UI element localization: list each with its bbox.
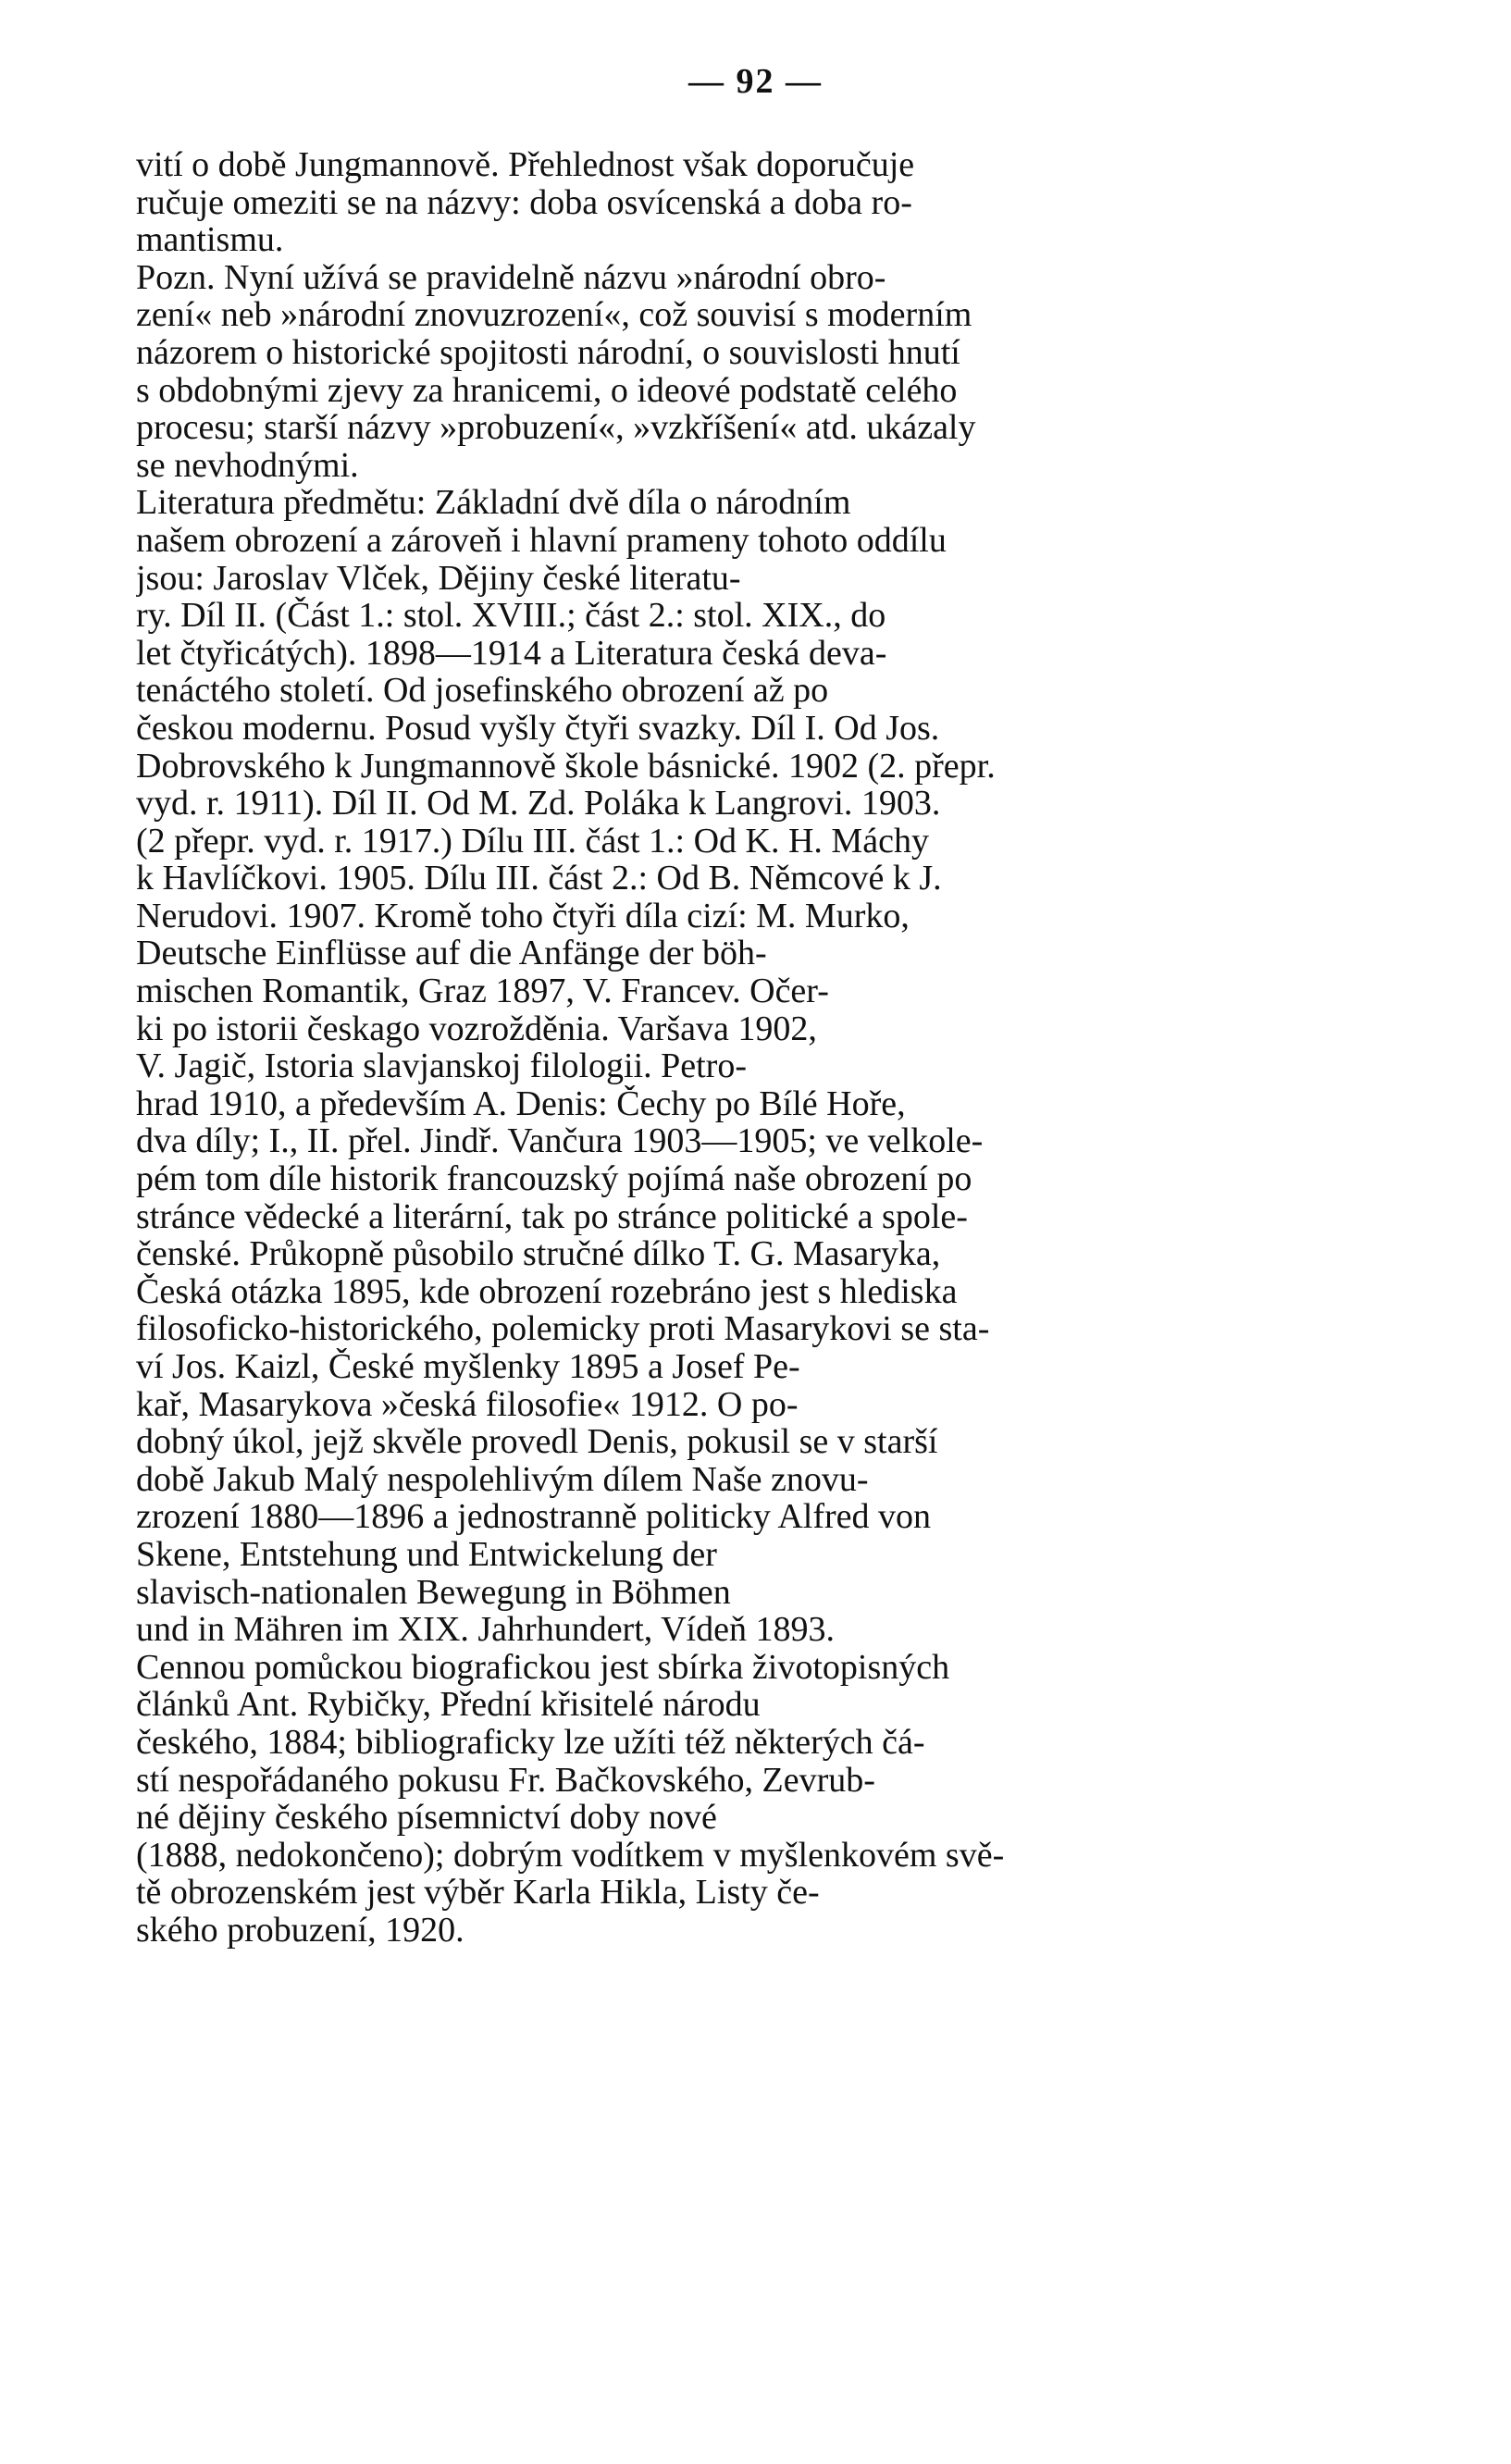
text-line: našem obrození a zároveň i hlavní prameny tohoto oddílu <box>136 521 947 560</box>
text-line: tě obrozenském jest výběr Karla Hikla, Listy če- <box>136 1874 820 1912</box>
text-line: k Havlíčkovi. 1905. Dílu III. část 2.: Od B. Němcové k J. <box>136 860 942 898</box>
text-line: článků Ant. Rybičky, Přední křisitelé národu <box>136 1686 761 1724</box>
text-line: und in Mähren im XIX. Jahrhundert, Vídeň 1893. <box>136 1611 835 1649</box>
text-line: stí nespořádaného pokusu Fr. Bačkovského, Zevrub- <box>136 1761 875 1800</box>
text-line: (1888, nedokončeno); dobrým vodítkem v myšlenkovém svě- <box>136 1836 1005 1875</box>
text-line: né dějiny českého písemnictví doby nové <box>136 1799 717 1837</box>
text-line: vyd. r. 1911). Díl II. Od M. Zd. Poláka k Langrovi. 1903. <box>136 785 941 823</box>
text-line: mantismu. <box>136 221 284 259</box>
text-line: (2 přepr. vyd. r. 1917.) Dílu III. část 1.: Od K. H. Máchy <box>136 822 929 861</box>
text-line: ského probuzení, 1920. <box>136 1911 464 1950</box>
text-line: ví Jos. Kaizl, České myšlenky 1895 a Josef Pe- <box>136 1348 800 1386</box>
text-line: Deutsche Einflüsse auf die Anfänge der böh- <box>136 935 767 973</box>
text-line: českého, 1884; bibliograficky lze užíti též některých čá- <box>136 1723 925 1762</box>
body-text <box>136 146 1376 1950</box>
text-line: filosoficko-historického, polemicky proti Masarykovi se sta- <box>136 1310 990 1348</box>
text-line: ki po istorii českago vozrožděnia. Varšava 1902, <box>136 1009 817 1048</box>
text-line: čenské. Průkopně působilo stručné dílko T. G. Masaryka, <box>136 1235 941 1273</box>
text-line: Česká otázka 1895, kde obrození rozebráno jest s hlediska <box>136 1272 958 1311</box>
page-number: — 92 — <box>688 62 823 101</box>
text-line: zrození 1880—1896 a jednostranně politicky Alfred von <box>136 1498 932 1536</box>
text-line: Dobrovského k Jungmannově škole básnické. 1902 (2. přepr. <box>136 747 996 786</box>
text-line: dobný úkol, jejž skvěle provedl Denis, pokusil se v starší <box>136 1423 938 1461</box>
text-line: kař, Masarykova »česká filosofie« 1912. O po- <box>136 1385 799 1424</box>
text-line: stránce vědecké a literární, tak po stránce politické a spole- <box>136 1197 968 1236</box>
text-line: s obdobnými zjevy za hranicemi, o ideové podstatě celého <box>136 371 958 410</box>
text-line: jsou: Jaroslav Vlček, Dějiny české literatu- <box>136 559 741 598</box>
text-line: tenáctého století. Od josefinského obrození až po <box>136 672 829 710</box>
text-line: Nerudovi. 1907. Kromě toho čtyři díla cizí: M. Murko, <box>136 897 910 935</box>
text-line: ry. Díl II. (Část 1.: stol. XVIII.; část 2.: stol. XIX., do <box>136 597 886 635</box>
text-line: se nevhodnými. <box>136 446 359 485</box>
text-line: pém tom díle historik francouzský pojímá naše obrození po <box>136 1160 972 1198</box>
text-line: vití o době Jungmannově. Přehlednost však doporučuje <box>136 146 915 184</box>
text-line: ručuje omeziti se na názvy: doba osvícenská a doba ro- <box>136 183 912 222</box>
text-line: hrad 1910, a především A. Denis: Čechy po Bílé Hoře, <box>136 1084 906 1123</box>
text-line: názorem o historické spojitosti národní, o souvislosti hnutí <box>136 333 960 372</box>
text-line: Pozn. Nyní užívá se pravidelně názvu »národní obro- <box>136 258 886 297</box>
text-line: let čtyřicátých). 1898—1914 a Literatura česká deva- <box>136 634 887 673</box>
text-line: procesu; starší názvy »probuzení«, »vzkříšení« atd. ukázaly <box>136 409 976 447</box>
text-line: slavisch-nationalen Bewegung in Böhmen <box>136 1573 731 1612</box>
text-line: Skene, Entstehung und Entwickelung der <box>136 1535 717 1574</box>
text-line: zení« neb »národní znovuzrození«, což souvisí s moderním <box>136 296 972 334</box>
text-line: dva díly; I., II. přel. Jindř. Vančura 1903—1905; ve velkole- <box>136 1122 984 1161</box>
text-line: českou modernu. Posud vyšly čtyři svazky. Díl I. Od Jos. <box>136 709 940 748</box>
text-line: mischen Romantik, Graz 1897, V. Francev. Očer- <box>136 972 829 1010</box>
text-line: Literatura předmětu: Základní dvě díla o národním <box>136 484 851 522</box>
text-line: době Jakub Malý nespolehlivým dílem Naše znovu- <box>136 1460 869 1499</box>
text-line: V. Jagič, Istoria slavjanskoj filologii. Petro- <box>136 1047 747 1085</box>
text-line: Cennou pomůckou biografickou jest sbírka životopisných <box>136 1648 950 1687</box>
